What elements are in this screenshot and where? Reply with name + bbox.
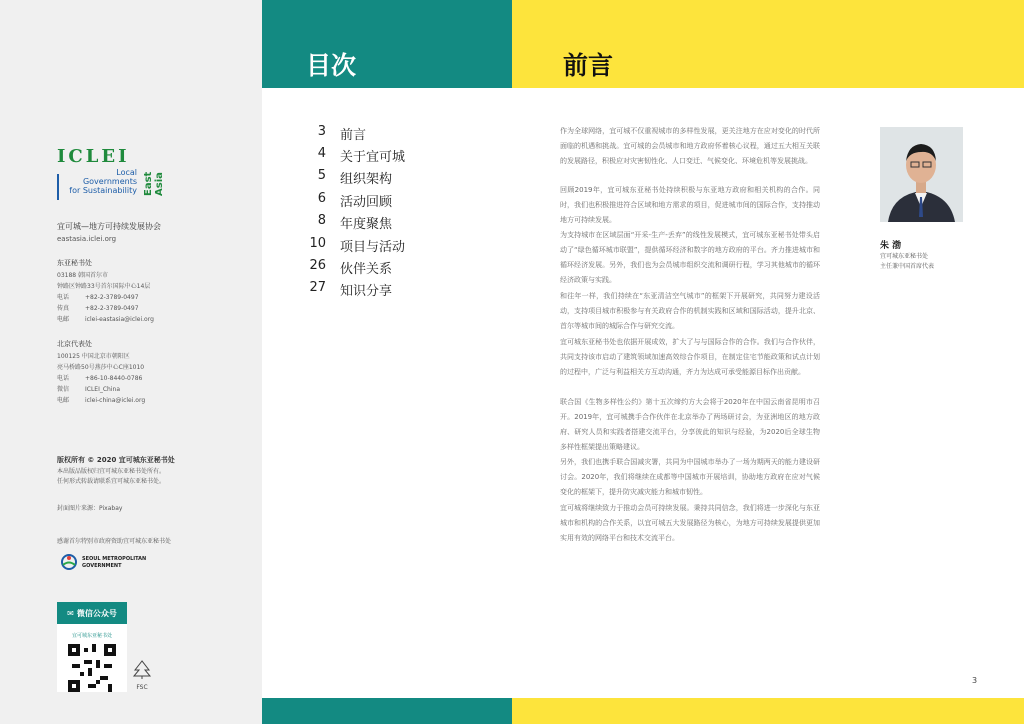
contact-value: +82-2-3789-0497 [85, 305, 139, 312]
toc-page-number: 3 [317, 124, 326, 139]
toc-page-number: 27 [309, 280, 326, 295]
preface-paragraph: 回顾2019年，宜可城东亚秘书处持续积极与东亚地方政府和相关机构的合作。同时，我们也积极推进符合区域和地方需求的项目，促进城市间的国际合作，支持推动地方可持续发展。 [560, 186, 820, 224]
page-number: 3 [972, 676, 978, 685]
contact-label: 电话 [57, 294, 70, 301]
person-photo-icon [880, 127, 963, 222]
address-line: 亮马桥路50号燕莎中心C座1010 [57, 364, 145, 371]
wechat-card [57, 602, 127, 692]
toc-page-number: 26 [309, 258, 326, 273]
secretariat-address [57, 270, 154, 325]
contact-value: ICLEI_China [85, 386, 121, 393]
secretariat-heading: 东亚秘书处 [57, 259, 92, 267]
photo-credit: 封面图片来源：Pixabay [57, 505, 123, 512]
support-line: 感谢首尔特别市政府资助宜可城东亚秘书处 [57, 538, 172, 545]
contact-row [57, 373, 145, 384]
toc-entry[interactable] [300, 146, 460, 168]
contact-row [57, 314, 154, 325]
preface-paragraph: 和往年一样，我们持续在“东亚清洁空气城市”的框架下开展研究，共同努力建设活动，支持项目城市积极参与有关政府合作的机制实践和区域和国际活动，提升北京、首尔等城市间的城际合作与研究交流。 [560, 292, 820, 330]
preface-title: 前言 [563, 51, 614, 80]
toc-entry[interactable] [300, 213, 460, 235]
toc-page-number: 10 [309, 236, 326, 251]
toc-entry-title: 伙伴关系 [340, 262, 393, 277]
address-line: 03188 韩国首尔市 [57, 272, 108, 279]
website-link[interactable]: eastasia.iclei.org [57, 235, 117, 243]
toc-entry-title: 知识分享 [340, 284, 393, 299]
copyright-notice [57, 467, 165, 487]
fsc-logo [131, 660, 153, 691]
preface-paragraph: 作为全球网络，宜可城不仅重视城市的多样性发展，更关注地方在应对变化的时代所面临的机遇和挑战。宜可城的会员城市和地方政府怀着核心议程，通过五大相互关联的发展路径，积极应对灾害韧性化、人口变迁、气候变化、环境危机等发展挑战。 [560, 127, 820, 165]
toc-entry[interactable] [300, 258, 460, 280]
logo-subtitle-line: for Sustainability [69, 186, 137, 195]
contact-value: iclei-eastasia@iclei.org [85, 316, 154, 323]
toc-page-number: 4 [317, 146, 326, 161]
contact-label: 微信 [57, 386, 70, 393]
preface-paragraph: 联合国《生物多样性公约》第十五次缔约方大会将于2020年在中国云南省昆明市召开。2019年，宜可城携手合作伙伴在北京举办了两场研讨会，为亚洲地区的地方政府、研究人员和实践者搭建交流平台，分享彼此的知识与经验，为2020后全球生物多样性框架提出策略建议。 [560, 398, 820, 451]
toc-entry-title: 组织架构 [340, 172, 393, 187]
toc-page-number: 5 [317, 168, 326, 183]
copyright-line: 本出版品版权归宜可城东亚秘书处所有。 [57, 468, 166, 475]
toc-page-number: 6 [317, 191, 326, 206]
logo-subtitle-line: Local [116, 168, 137, 177]
contact-value: iclei-china@iclei.org [85, 397, 146, 404]
toc-entry[interactable] [300, 124, 460, 146]
wechat-label-text: 微信公众号 [76, 608, 117, 618]
beijing-address [57, 351, 145, 406]
author-name: 朱 渤 [880, 241, 902, 251]
preface-paragraph: 为支持城市在区域层面“开采-生产-丢弃”的线性发展模式，宜可城东亚秘书处带头启动了“绿色循环城市联盟”，提供循环经济和数字的地方政府的平台。齐力推进城市和循环经济发展。另外，我们也为会员城市组织交流和调研行程，学习其他城市的循环经济政策与实践。 [560, 231, 820, 284]
toc-entry[interactable] [300, 191, 460, 213]
toc-entry-title: 前言 [340, 128, 367, 143]
copyright-line: 任何形式转载请联系宜可城东亚秘书处。 [57, 478, 166, 485]
contact-row [57, 292, 154, 303]
logo-wordmark: ICLEI [57, 146, 130, 167]
fsc-label: FSC [136, 684, 148, 691]
contact-label: 电话 [57, 375, 70, 382]
seoul-logo [60, 553, 160, 573]
toc-page-number: 8 [317, 213, 326, 228]
toc-entry-title: 年度聚焦 [340, 217, 393, 232]
wechat-qr-code[interactable] [68, 644, 116, 692]
wechat-label [57, 602, 127, 624]
wechat-caption: 宜可城东亚秘书处 [71, 633, 112, 639]
contact-label: 电邮 [57, 316, 70, 323]
logo-region: East Asia [143, 171, 165, 196]
logo-subtitle [57, 168, 137, 195]
logo-subtitle-line: Governments [82, 177, 137, 186]
toc-entry[interactable] [300, 280, 460, 302]
contact-row [57, 395, 145, 406]
contact-label: 传真 [57, 305, 70, 312]
author-portrait [880, 127, 963, 222]
footer-teal-bar [262, 698, 512, 724]
toc-banner [262, 0, 512, 88]
contact-value: +82-2-3789-0497 [85, 294, 139, 301]
footer-yellow-bar [512, 698, 1024, 724]
toc-entry-title: 活动回顾 [340, 195, 393, 210]
author-title: 宜可城东亚秘书处 [880, 253, 929, 260]
toc-title: 目次 [306, 51, 357, 80]
contact-row [57, 384, 145, 395]
address-line: 100125 中国北京市朝阳区 [57, 353, 130, 360]
beijing-heading: 北京代表处 [57, 340, 92, 348]
contact-value: +86-10-8440-0786 [85, 375, 143, 382]
tree-icon [131, 660, 153, 680]
iclei-logo [57, 146, 167, 204]
seoul-logo-text: SEOUL METROPOLITAN [82, 556, 147, 562]
preface-paragraph: 另外，我们也携手联合国减灾署，共同为中国城市举办了一场为期两天的能力建设研讨会。2020年，我们将继续在成都等中国城市开展培训，协助地方政府在应对气候变化的框架下，提升防灾减灾能力和城市韧性。 [560, 458, 820, 496]
toc-entry[interactable] [300, 236, 460, 258]
preface-paragraph: 宜可城东亚秘书处也依据开展成效，扩大了与与国际合作的合作。我们与合作伙伴，共同支持该市启动了建筑领域加速高效综合作项目，在制定住宅节能政策和试点计划的过程中，广泛与利益相关方互动沟通，齐力为达成可承受能源目标作出贡献。 [560, 338, 820, 376]
preface-paragraph: 宜可城将继续致力于推动会员可持续发展。秉持共同信念，我们将进一步深化与东亚城市和机构的合作关系，以宜可城五大发展路径为核心，为地方可持续发展提供更加实用有效的网络平台和技术交流平台。 [560, 504, 820, 542]
copyright: 版权所有 © 2020 宜可城东亚秘书处 [57, 456, 175, 464]
wechat-icon: ✉ [67, 608, 74, 618]
author-title: 主任兼中国首席代表 [880, 263, 935, 270]
contact-row [57, 303, 154, 314]
toc-entry-title: 关于宜可城 [340, 150, 406, 165]
seoul-logo-text: GOVERNMENT [82, 563, 122, 569]
seoul-emblem-icon [60, 553, 78, 571]
org-name: 宜可城—地方可持续发展协会 [57, 222, 161, 231]
address-line: 钟路区钟路33号首尔国际中心14层 [57, 283, 151, 290]
contact-label: 电邮 [57, 397, 70, 404]
sidebar-panel [0, 0, 262, 724]
toc-entry-title: 项目与活动 [340, 240, 406, 255]
toc-entry[interactable] [300, 168, 460, 190]
